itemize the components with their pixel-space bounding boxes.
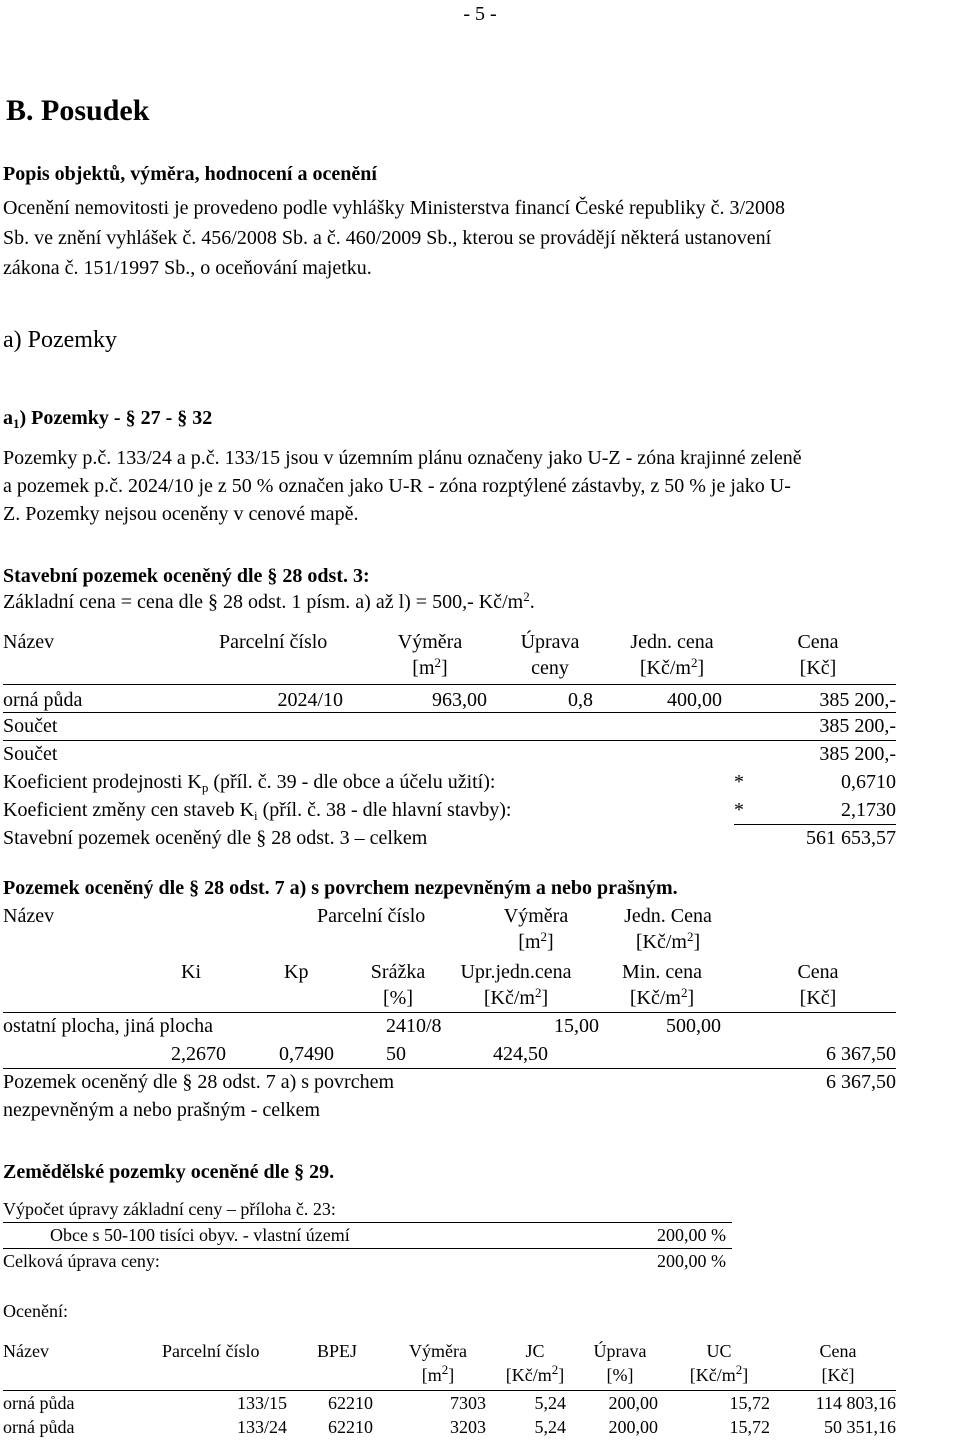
t2-header-divider [3, 1012, 896, 1013]
ki-divider [734, 824, 896, 825]
kp-label-rest: (příl. č. 39 - dle obce a účelu užití): [208, 771, 496, 793]
t1-jedn-unit-end: ] [697, 657, 705, 679]
celkova-value: 200,00 % [657, 1251, 726, 1271]
t1-row-cena: 385 200,- [819, 689, 896, 711]
obce-divider [3, 1248, 732, 1249]
t1-row-jedn: 400,00 [667, 689, 722, 711]
kp-label-text: Koeficient prodejnosti K [3, 771, 202, 793]
t3-uc-unit-sup: 2 [735, 1362, 743, 1377]
t1-header-vymera: Výměra [397, 631, 463, 653]
t2-header-srazka-unit: [%] [383, 987, 413, 1009]
ki-label-text: Koeficient změny cen staveb K [3, 799, 255, 821]
t2-header-cena-unit: [Kč] [799, 987, 837, 1009]
t1-jedn-unit-sup: 2 [690, 655, 698, 670]
t2-vymera-unit-text: [m [518, 931, 541, 953]
t3-jc-unit-end: ] [558, 1365, 565, 1385]
t2-header-jedn: Jedn. Cena [624, 905, 712, 927]
t3-header-bpej: BPEJ [317, 1341, 358, 1361]
t3-header-uprava-unit: [%] [606, 1365, 634, 1385]
t2-vymera-unit-end: ] [547, 931, 554, 953]
t3-vymera-unit-sup: 2 [441, 1362, 449, 1377]
t3-uc-unit-text: [Kč/m [689, 1365, 736, 1385]
t2-header-vymera-unit [486, 929, 586, 953]
t3-row2-cena: 50 351,16 [824, 1417, 896, 1437]
t2-row1-vymera: 15,00 [554, 1015, 599, 1037]
soucet-2-value: 385 200,- [819, 743, 896, 765]
ki-operator: * [734, 799, 744, 821]
t1-row-divider [3, 712, 896, 713]
t2-upr-unit-sup: 2 [534, 985, 542, 1000]
subsection-index: 1 [13, 416, 20, 431]
t2-header-ki: Ki [181, 961, 201, 983]
subsection-heading [3, 407, 213, 431]
t2-header-srazka: Srážka [370, 961, 426, 983]
t3-row2-uc: 15,72 [729, 1417, 770, 1437]
t3-row2-uprava: 200,00 [608, 1417, 658, 1437]
t2-header-min: Min. cena [622, 961, 702, 983]
t3-row1-vymera: 7303 [450, 1393, 486, 1413]
calc-title-divider [3, 1222, 732, 1223]
t1-row-uprava: 0,8 [568, 689, 593, 711]
t3-row1-parcelni: 133/15 [236, 1393, 287, 1413]
t3-header-jc-unit [492, 1362, 578, 1385]
t2-row1-jedn: 500,00 [666, 1015, 721, 1037]
t2-vymera-unit-sup: 2 [540, 929, 548, 944]
soucet-1-label: Součet [3, 715, 58, 737]
section-title: Popis objektů, výměra, hodnocení a ocenění [3, 163, 377, 185]
prasny-total-label-2: nezpevněným a nebo prašným - celkem [3, 1099, 321, 1121]
t2-min-unit-sup: 2 [680, 985, 688, 1000]
t2-header-upr: Upr.jedn.cena [460, 961, 572, 983]
obce-value: 200,00 % [657, 1225, 726, 1245]
t3-row2-bpej: 62210 [328, 1417, 373, 1437]
prasny-total-label-1: Pozemek oceněný dle § 28 odst. 7 a) s povrchem [3, 1071, 395, 1093]
t3-row1-nazev: orná půda [3, 1393, 75, 1413]
oceneni-label: Ocenění: [3, 1301, 68, 1321]
t1-header-cena: Cena [797, 631, 839, 653]
subsection-letter: a [3, 407, 13, 429]
ki-value: 2,1730 [841, 799, 896, 821]
t2-row2-upr: 424,50 [493, 1043, 548, 1065]
t2-header-nazev: Název [3, 905, 55, 927]
ki-label-rest: (příl. č. 38 - dle hlavní stavby): [257, 799, 512, 821]
t1-row-nazev: orná půda [3, 689, 83, 711]
stavebni-title: Stavební pozemek oceněný dle § 28 odst. 3: [3, 565, 370, 587]
t3-header-nazev: Název [3, 1341, 49, 1361]
t3-header-jc: JC [525, 1341, 545, 1361]
t3-row1-jc: 5,24 [534, 1393, 566, 1413]
kp-operator: * [734, 771, 744, 793]
t2-row2-kp: 0,7490 [279, 1043, 334, 1065]
kp-label-sub: p [201, 780, 209, 795]
prasny-title: Pozemek oceněný dle § 28 odst. 7 a) s povrchem nezpevněným a nebo prašným. [3, 877, 678, 899]
stavebni-total-value: 561 653,57 [806, 827, 896, 849]
t3-vymera-unit-text: [m [421, 1365, 442, 1385]
t1-header-cena-unit: [Kč] [799, 657, 837, 679]
t2-row1-nazev: ostatní plocha, jiná plocha [3, 1015, 213, 1037]
t1-row-vymera: 963,00 [432, 689, 487, 711]
t1-row-parcelni: 2024/10 [277, 689, 343, 711]
t2-upr-unit-text: [Kč/m [483, 987, 535, 1009]
t3-header-cena: Cena [819, 1341, 857, 1361]
t1-header-uprava: Úprava [520, 631, 580, 653]
t1-header-uprava-2: ceny [531, 657, 569, 679]
soucet-1-value: 385 200,- [819, 715, 896, 737]
t1-header-nazev: Název [3, 631, 55, 653]
t2-row2-srazka: 50 [386, 1043, 406, 1065]
intro-line-1: Ocenění nemovitosti je provedeno podle vyhlášky Ministerstva financí České republiky č. 3/2008 [3, 197, 786, 219]
t3-header-divider [3, 1390, 896, 1391]
t1-vymera-unit-end: ] [441, 657, 448, 679]
obce-label: Obce s 50-100 tisíci obyv. - vlastní území [50, 1225, 350, 1245]
subsection-title: ) Pozemky - § 27 - § 32 [19, 407, 213, 429]
t3-jc-unit-sup: 2 [551, 1362, 559, 1377]
t2-upr-unit-end: ] [541, 987, 549, 1009]
t2-header-min-unit [602, 985, 722, 1009]
t1-header-jedn-unit [612, 655, 732, 679]
t3-row2-parcelni: 133/24 [236, 1417, 287, 1437]
t3-row1-cena: 114 803,16 [815, 1393, 896, 1413]
base-price-text: Základní cena = cena dle § 28 odst. 1 písm. a) až l) = 500,- Kč/m [3, 591, 524, 613]
soucet-1-divider [3, 740, 896, 741]
t3-header-uprava: Úprava [593, 1341, 647, 1361]
t2-row2-ki: 2,2670 [171, 1043, 226, 1065]
t2-header-cena: Cena [797, 961, 839, 983]
t3-row1-uc: 15,72 [729, 1393, 770, 1413]
stavebni-total-label: Stavební pozemek oceněný dle § 28 odst. 3 – celkem [3, 827, 428, 849]
desc-line-3: Z. Pozemky nejsou oceněny v cenové mapě. [3, 503, 359, 525]
t3-vymera-unit-end: ] [448, 1365, 455, 1385]
zemedelske-title: Zemědělské pozemky oceněné dle § 29. [3, 1161, 335, 1183]
t3-row1-uprava: 200,00 [608, 1393, 658, 1413]
ki-label [3, 799, 512, 823]
ki-label-sub: i [254, 808, 258, 823]
t3-row2-jc: 5,24 [534, 1417, 566, 1437]
t2-min-unit-end: ] [687, 987, 695, 1009]
t2-row1-parcelni: 2410/8 [386, 1015, 442, 1037]
t1-vymera-unit-sup: 2 [434, 655, 442, 670]
t1-header-vymera-unit [380, 655, 480, 679]
kp-label [3, 771, 496, 795]
t3-uc-unit-end: ] [742, 1365, 749, 1385]
stavebni-base-price [3, 589, 535, 613]
celkova-label: Celková úprava ceny: [3, 1251, 160, 1271]
intro-line-2: Sb. ve znění vyhlášek č. 456/2008 Sb. a č. 460/2009 Sb., kterou se provádějí některá ustanovení [3, 227, 772, 249]
t3-header-vymera: Výměra [409, 1341, 467, 1361]
t2-jedn-unit-sup: 2 [686, 929, 694, 944]
pozemky-heading: a) Pozemky [3, 327, 117, 353]
t3-header-uc: UC [706, 1341, 732, 1361]
t2-row-divider [3, 1068, 896, 1069]
t2-header-parcelni: Parcelní číslo [317, 905, 426, 927]
t2-min-unit-text: [Kč/m [629, 987, 681, 1009]
t3-header-vymera-unit [398, 1362, 478, 1385]
soucet-2-label: Součet [3, 743, 58, 765]
t1-vymera-unit-text: [m [412, 657, 435, 679]
t2-header-vymera: Výměra [503, 905, 569, 927]
t1-header-divider [3, 684, 896, 685]
t3-header-parcelni: Parcelní číslo [162, 1341, 260, 1361]
calc-title: Výpočet úpravy základní ceny – příloha č. 23: [3, 1199, 336, 1219]
intro-line-3: zákona č. 151/1997 Sb., o oceňování majetku. [3, 257, 372, 279]
desc-line-2: a pozemek p.č. 2024/10 je z 50 % označen jako U-R - zóna rozptýlené zástavby, z 50 % je jako U- [3, 475, 791, 497]
desc-line-1: Pozemky p.č. 133/24 a p.č. 133/15 jsou v územním plánu označeny jako U-Z - zóna krajinné zeleně [3, 447, 802, 469]
t2-row2-cena: 6 367,50 [826, 1043, 896, 1065]
page-number: - 5 - [463, 3, 497, 25]
page-title: B. Posudek [6, 94, 150, 127]
t2-header-kp: Kp [284, 961, 309, 983]
t2-jedn-unit-text: [Kč/m [635, 931, 687, 953]
t3-header-uc-unit [676, 1362, 762, 1385]
t2-header-jedn-unit [608, 929, 728, 953]
base-price-sup: 2 [523, 589, 530, 604]
t3-row2-vymera: 3203 [450, 1417, 486, 1437]
t2-jedn-unit-end: ] [693, 931, 701, 953]
t2-header-upr-unit [446, 985, 586, 1009]
t1-jedn-unit-text: [Kč/m [639, 657, 691, 679]
t3-jc-unit-text: [Kč/m [505, 1365, 552, 1385]
t1-header-parcelni: Parcelní číslo [219, 631, 328, 653]
kp-value: 0,6710 [841, 771, 896, 793]
t1-header-jedn: Jedn. cena [630, 631, 714, 653]
t3-row1-bpej: 62210 [328, 1393, 373, 1413]
base-price-end: . [529, 591, 535, 613]
t3-row2-nazev: orná půda [3, 1417, 75, 1437]
prasny-total-value: 6 367,50 [826, 1071, 896, 1093]
t3-header-cena-unit: [Kč] [821, 1365, 855, 1385]
